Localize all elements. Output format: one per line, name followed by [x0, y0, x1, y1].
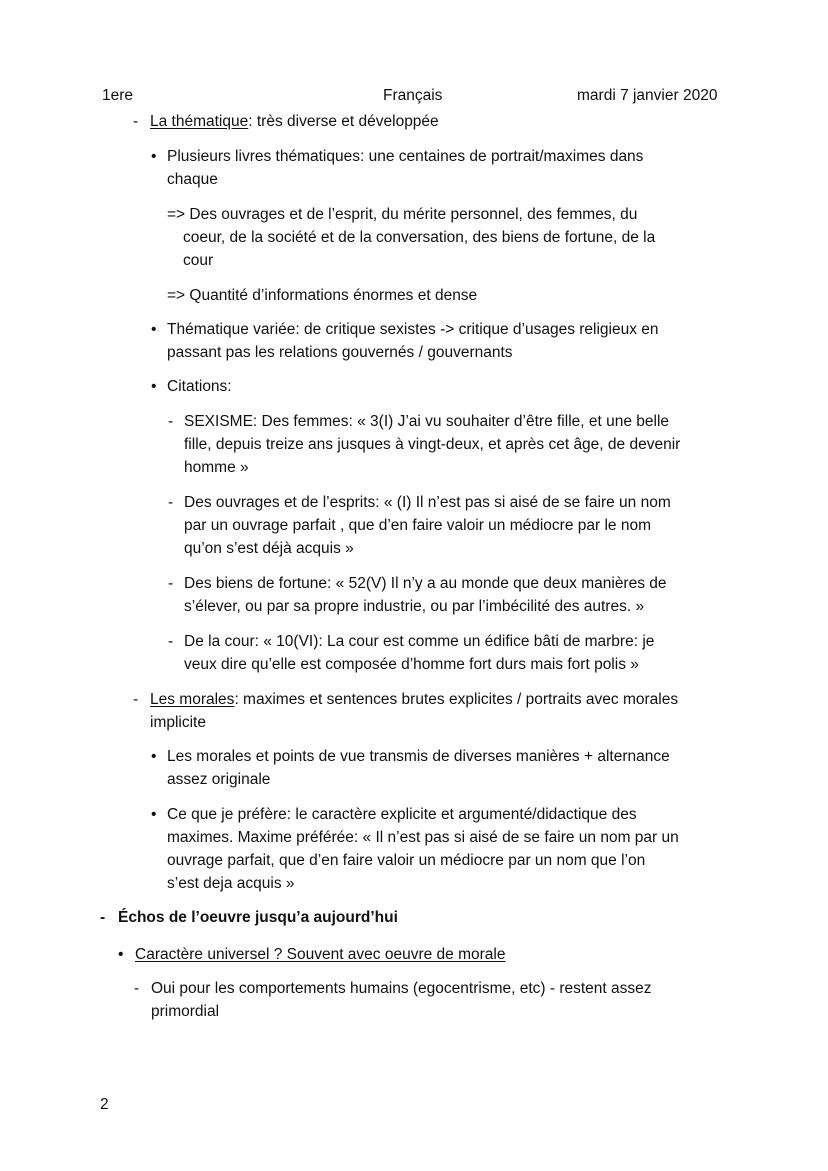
bullet-text: maximes. Maxime préférée: « Il n’est pas si aisé de se faire un nom par un: [167, 829, 679, 846]
dash-marker: -: [100, 909, 106, 926]
thematique-heading: [150, 110, 439, 133]
dash-marker: -: [133, 113, 139, 130]
dash-marker: -: [168, 413, 174, 430]
echos-sub-line: primordial: [151, 1003, 220, 1020]
citation-line: veux dire qu’elle est composée d’homme fort durs mais fort polis »: [184, 656, 639, 673]
bullet-marker: •: [151, 148, 157, 165]
dash-marker: -: [168, 494, 174, 511]
thematique-title: La thématique: [150, 113, 249, 130]
arrow-line: cour: [183, 252, 214, 269]
bullet-text: s’est deja acquis »: [167, 875, 295, 892]
citation-line: homme »: [184, 459, 249, 476]
echos-bullet: Caractère universel ? Souvent avec oeuvre de morale: [135, 946, 506, 963]
page-number: 2: [100, 1096, 109, 1113]
section-thematique: [133, 110, 138, 133]
bullet-text: assez originale: [167, 771, 271, 788]
echos-heading: Échos de l’oeuvre jusqu’a aujourd’hui: [118, 909, 398, 926]
dash-marker: -: [168, 633, 174, 650]
citation-line: s’élever, ou par sa propre industrie, ou par l’imbécilité des autres. »: [184, 598, 645, 615]
header-subject: Français: [383, 87, 443, 104]
citation-line: Des ouvrages et de l’esprits: « (I) Il n’est pas si aisé de se faire un nom: [184, 494, 671, 511]
bullet-marker: •: [151, 321, 157, 338]
citation-line: Des biens de fortune: « 52(V) Il n’y a au monde que deux manières de: [184, 575, 667, 592]
bullet-text: ouvrage parfait, que d’en faire valoir un médiocre par un nom que l’on: [167, 852, 646, 869]
bullet-marker: •: [151, 748, 157, 765]
citation-line: De la cour: « 10(VI): La cour est comme un édifice bâti de marbre: je: [184, 633, 655, 650]
bullet-text: chaque: [167, 171, 218, 188]
bullet-text: Plusieurs livres thématiques: une centaines de portrait/maximes dans: [167, 148, 644, 165]
bullet-marker: •: [151, 378, 157, 395]
bullet-text: passant pas les relations gouvernés / gouvernants: [167, 344, 513, 361]
arrow-line: => Quantité d’informations énormes et dense: [167, 287, 478, 304]
morales-title: Les morales: [150, 691, 235, 708]
arrow-line: coeur, de la société et de la conversation, des biens de fortune, de la: [183, 229, 656, 246]
citation-line: qu’on s’est déjà acquis »: [184, 540, 354, 557]
bullet-text: Thématique variée: de critique sexistes -> critique d’usages religieux en: [167, 321, 659, 338]
citation-line: fille, depuis treize ans jusques à vingt-deux, et après cet âge, de devenir: [184, 436, 681, 453]
morales-heading: [150, 688, 678, 711]
bullet-marker: •: [151, 806, 157, 823]
bullet-text: Les morales et points de vue transmis de diverses manières + alternance: [167, 748, 670, 765]
thematique-rest: : très diverse et développée: [248, 113, 439, 130]
morales-line: implicite: [150, 714, 206, 731]
morales-rest: : maximes et sentences brutes explicites / portraits avec morales: [234, 691, 679, 708]
echos-sub-line: Oui pour les comportements humains (egocentrisme, etc) - restent assez: [151, 980, 652, 997]
bullet-text: Ce que je préfère: le caractère explicite et argumenté/didactique des: [167, 806, 637, 823]
dash-marker: -: [134, 980, 140, 997]
dash-marker: -: [168, 575, 174, 592]
header-date: mardi 7 janvier 2020: [577, 87, 718, 104]
citation-line: par un ouvrage parfait , que d’en faire valoir un médiocre par le nom: [184, 517, 651, 534]
dash-marker: -: [133, 691, 139, 708]
bullet-text: Citations:: [167, 378, 232, 395]
arrow-line: => Des ouvrages et de l’esprit, du mérite personnel, des femmes, du: [167, 206, 638, 223]
header-left: 1ere: [102, 87, 134, 104]
citation-line: SEXISME: Des femmes: « 3(I) J’ai vu souhaiter d’être fille, et une belle: [184, 413, 670, 430]
bullet-marker: •: [118, 946, 124, 963]
